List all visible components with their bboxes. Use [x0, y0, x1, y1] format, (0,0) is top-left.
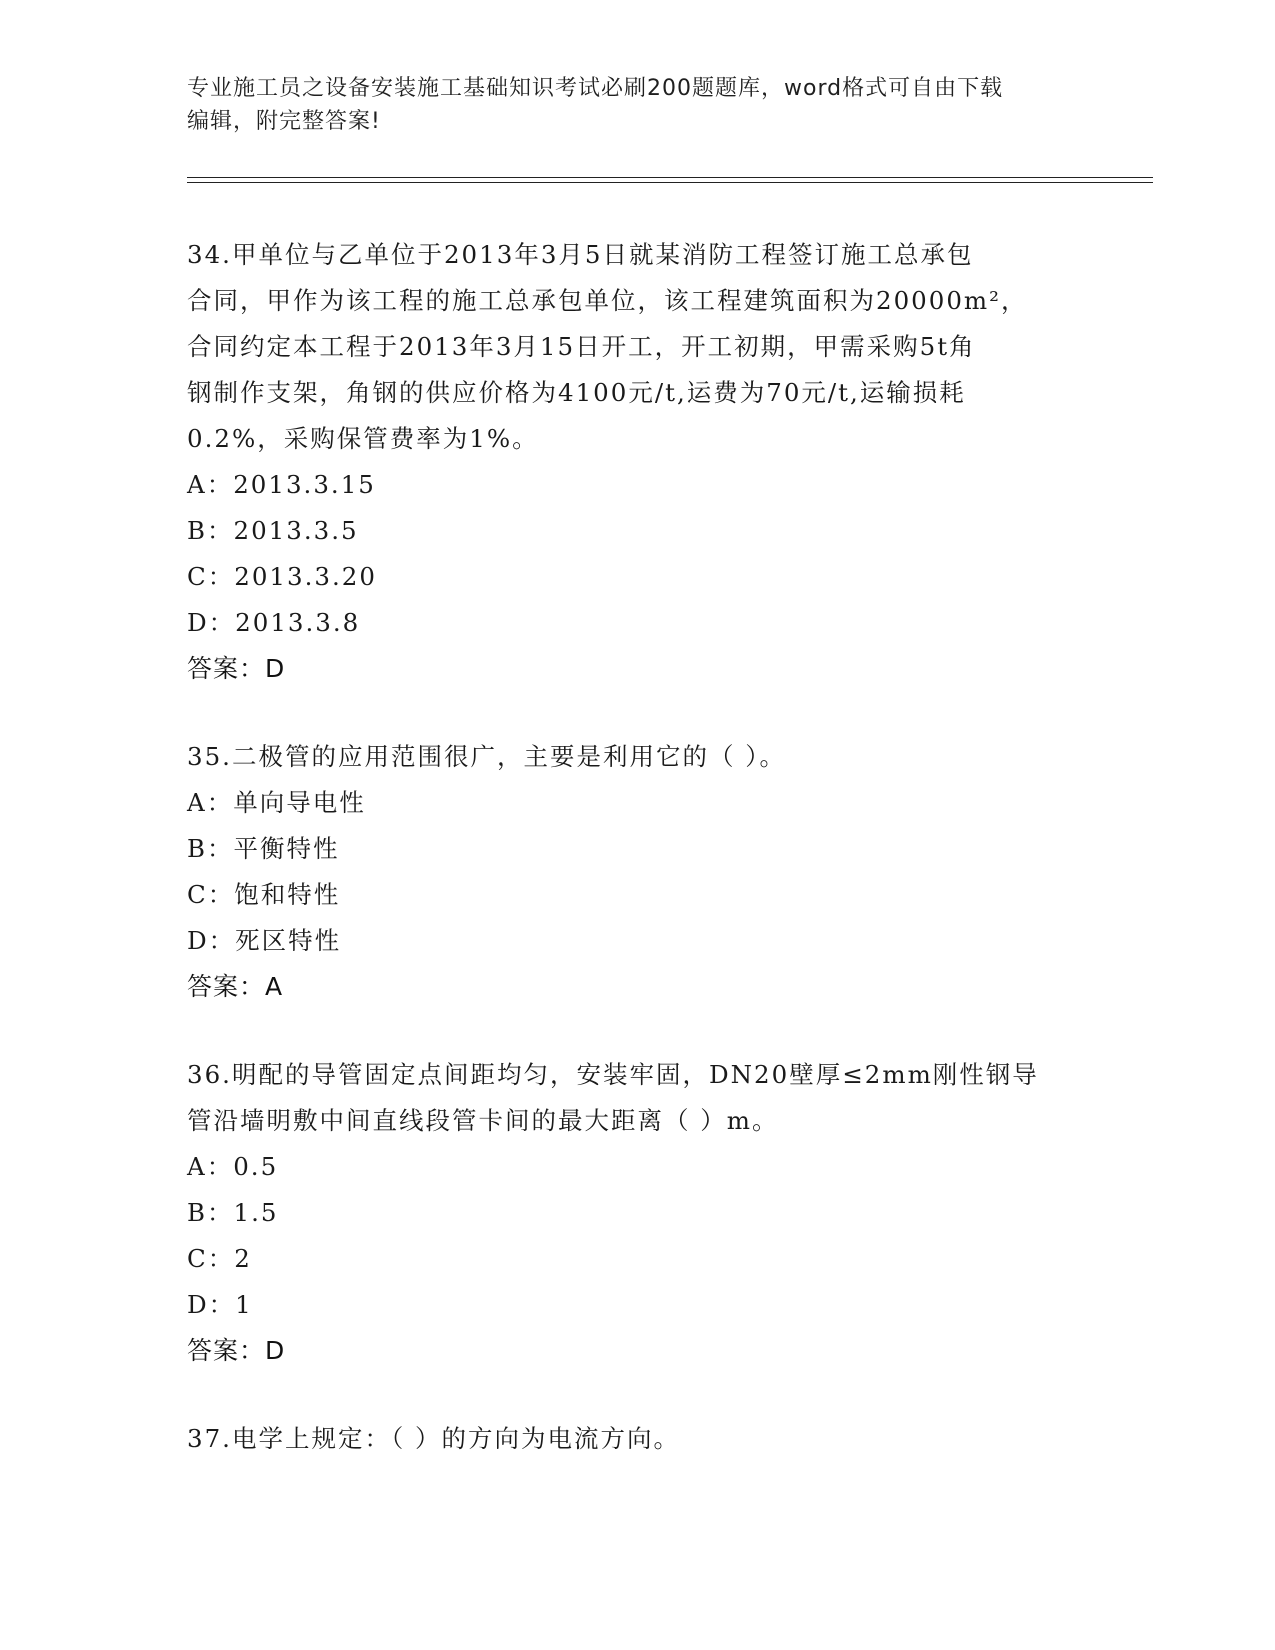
stem-line: 钢制作支架，角钢的供应价格为4100元/t,运费为70元/t,运输损耗: [187, 378, 966, 407]
stem-line: 合同约定本工程于2013年3月15日开工，开工初期，甲需采购5t角: [187, 332, 976, 361]
option-c: C：饱和特性: [187, 880, 341, 909]
question-35: [187, 734, 1087, 1010]
option-c: C：2013.3.20: [187, 562, 377, 591]
spacer: [187, 1374, 1087, 1416]
option-d: D：死区特性: [187, 926, 342, 955]
spacer: [187, 1010, 1087, 1052]
header-line-1: 专业施工员之设备安装施工基础知识考试必刷200题题库，word格式可自由下载: [187, 76, 1004, 101]
question-stem: [187, 1052, 1087, 1144]
question-37: [187, 1416, 1087, 1462]
option-b: B：2013.3.5: [187, 516, 359, 545]
stem-line: 合同，甲作为该工程的施工总承包单位，该工程建筑面积为20000m²，: [187, 286, 1028, 315]
stem-line: 管沿墙明敷中间直线段管卡间的最大距离（ ）m。: [187, 1106, 779, 1135]
stem-line: 34.甲单位与乙单位于2013年3月5日就某消防工程签订施工总承包: [187, 240, 974, 269]
spacer: [187, 692, 1087, 734]
stem-line: 36.明配的导管固定点间距均匀，安装牢固，DN20壁厚≤2mm刚性钢导: [187, 1060, 1039, 1089]
question-36: [187, 1052, 1087, 1374]
option-b: B：1.5: [187, 1198, 279, 1227]
question-stem: [187, 734, 1087, 780]
stem-line: 35.二极管的应用范围很广，主要是利用它的（ ）。: [187, 742, 786, 771]
answer: 答案：D: [187, 1336, 286, 1365]
answer: 答案：D: [187, 654, 286, 683]
page-header: [187, 72, 1067, 138]
option-d: D：2013.3.8: [187, 608, 361, 637]
header-line-2: 编辑，附完整答案!: [187, 109, 381, 134]
answer: 答案：A: [187, 972, 284, 1001]
question-34: [187, 232, 1087, 692]
option-d: D：1: [187, 1290, 253, 1319]
option-b: B：平衡特性: [187, 834, 340, 863]
option-a: A：0.5: [187, 1152, 279, 1181]
option-a: A：单向导电性: [187, 788, 366, 817]
option-a: A：2013.3.15: [187, 470, 376, 499]
question-stem: [187, 232, 1087, 462]
question-list: [187, 232, 1087, 1462]
header-divider-top: [187, 177, 1153, 178]
stem-line: 37.电学上规定：（ ）的方向为电流方向。: [187, 1424, 680, 1453]
stem-line: 0.2%，采购保管费率为1%。: [187, 424, 539, 453]
header-divider-bottom: [187, 182, 1153, 183]
option-c: C：2: [187, 1244, 252, 1273]
question-stem: [187, 1416, 1087, 1462]
